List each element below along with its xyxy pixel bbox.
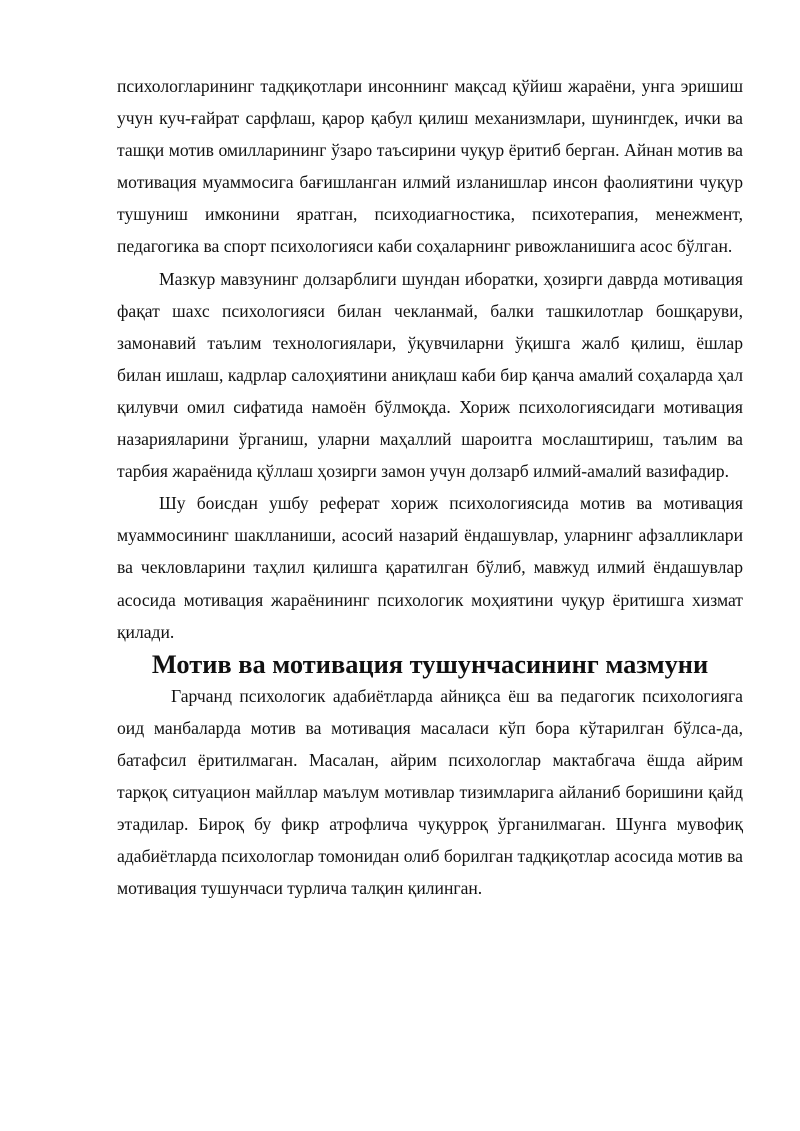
document-page [117, 70, 743, 904]
paragraph-relevance: Мазкур мавзунинг долзарблиги шундан иборатки, ҳозирги даврда мотивация фақат шахс психологияси билан чекланмай, балки ташкилотлар бошқаруви, замонавий таълим технологиялари, ўқувчиларни ўқишга жалб қилиш, ёшлар билан ишлаш, кадрлар салоҳиятини аниқлаш каби бир қанча амалий соҳаларда ҳал қилувчи омил сифатида намоён бўлмоқда. Хориж психологиясидаги мотивация назарияларини ўрганиш, уларни маҳаллий шароитга мослаштириш, таълим ва тарбия жараёнида қўллаш ҳозирги замон учун долзарб илмий-амалий вазифадир. [117, 268, 743, 482]
paragraph-purpose: Шу боисдан ушбу реферат хориж психологиясида мотив ва мотивация муаммосининг шаклланиши, асосий назарий ёндашувлар, уларнинг афзалликлари ва чекловларини таҳлил қилишга қаратилган бўлиб, мавжуд илмий ёндашувлар асосида мотивация жараёнининг психологик моҳиятини чуқур ёритишга хизмат қилади. [117, 493, 743, 642]
paragraph-continuation: психологларининг тадқиқотлари инсоннинг мақсад қўйиш жараёни, унга эришиш учун куч-ғайрат сарфлаш, қарор қабул қилиш механизмлари, шунингдек, ички ва ташқи мотив омилларининг ўзаро таъсирини чуқур ёритиб берган. Айнан мотив ва мотивация муаммосига бағишланган илмий изланишлар инсон фаолиятини чуқур тушуниш имконини яратган, психодиагностика, психотерапия, менежмент, педагогика ва спорт психологияси каби соҳаларнинг ривожланишига асос бўлган. [117, 76, 743, 257]
section-heading: Мотив ва мотивация тушунчасининг мазмуни [151, 648, 709, 679]
paragraph-section-body: Гарчанд психологик адабиётларда айниқса ёш ва педагогик психологияга оид манбаларда мотив ва мотивация масаласи кўп бора кўтарилган бўлса-да, батафсил ёритилмаган. Масалан, айрим психологлар мактабгача ёшда айрим тарқоқ ситуацион майллар маълум мотивлар тизимларига айланиб боришини қайд этадилар. Бироқ бу фикр атрофлича чуқурроқ ўрганилмаган. Шунга мувофиқ адабиётларда психологлар томонидан олиб борилган тадқиқотлар асосида мотив ва мотивация тушунчаси турлича талқин қилинган. [117, 685, 743, 899]
